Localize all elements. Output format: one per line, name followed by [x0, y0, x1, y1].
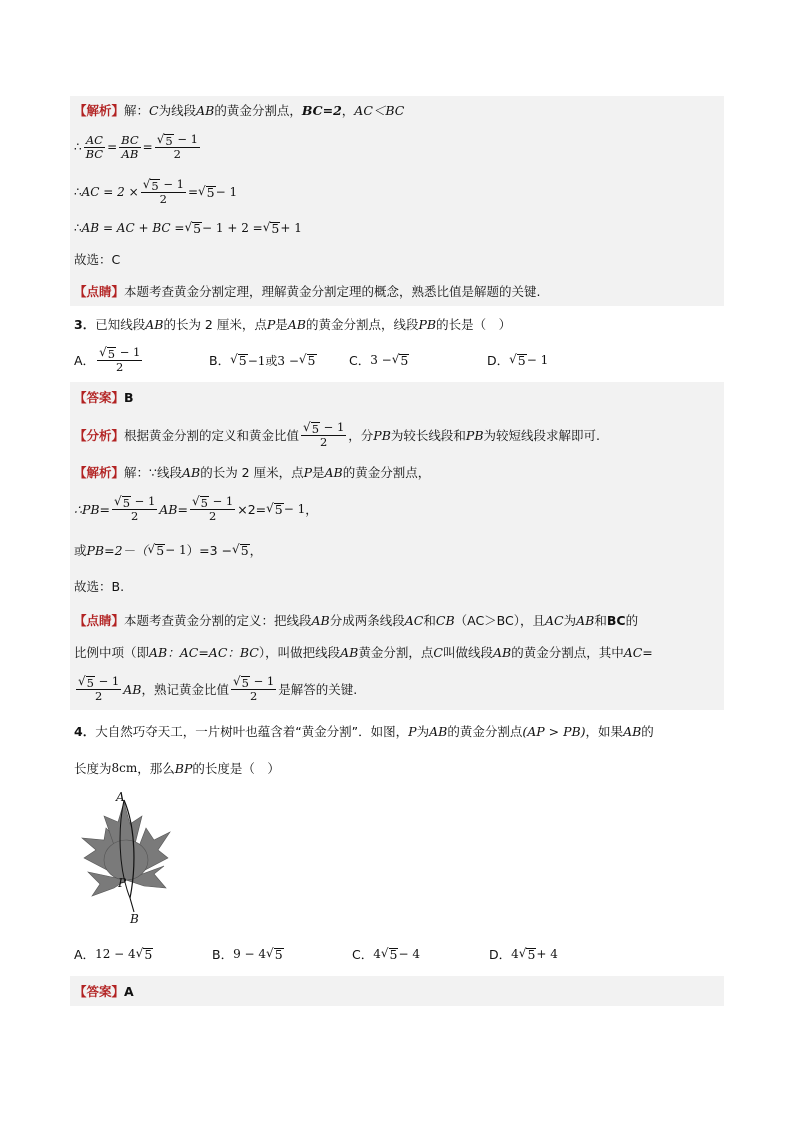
fraction-ac-bc: $\frac{AC}{BC}$ [85, 132, 104, 161]
analysis-tag: 【解析】 [74, 103, 125, 118]
option-a[interactable]: A． √ 5 − 1 2 [74, 345, 141, 374]
q3-point-line-1: 【点睛】 本题考查黄金分割的定义：把线段 AB 分成两条线段 AC 和 CB （AC＞BC），且 AC 为 AB 和 BC 的 [70, 604, 724, 636]
option-c[interactable]: C． 4 √ 5 − 4 [352, 946, 420, 962]
question-3-options [70, 340, 724, 380]
q3-solution-line-1: 【解析】 解：∵线段 AB 的长为 2 厘米，点 P 是 AB 的黄金分割点， [70, 458, 724, 486]
point-tag: 【点睛】 [74, 284, 125, 299]
q3-answer-line: 【答案】 B [70, 382, 724, 412]
option-d[interactable]: D． 4 √ 5 + 4 [489, 946, 558, 962]
q3-point-line-2: 比例中项（即 AB：AC=AC：BC ），叫做把线段 AB 黄金分割，点 C 叫做线段 AB 的黄金分割点，其中 AC= [70, 636, 724, 668]
option-b[interactable]: B． √ 5 −1或3 − √ 5 [209, 352, 316, 368]
q3-analysis-line: 【分析】 根据黄金分割的定义和黄金比值 √ 5 − 1 2 ，分 PB 为较长线段和 PB 为较短线段求解即可. [70, 412, 724, 458]
solution-ac-line: ∴ AC = 2 × √ 5 − 1 2 = √ 5 − 1 [70, 170, 724, 214]
fraction-bc-ab: $\frac{BC}{AB}$ [121, 132, 139, 161]
question-4-line-1: 4． 大自然巧夺天工，一片树叶也蕴含着“黄金分割”．如图， P 为 AB 的黄金分割点 (AP > PB) ，如果 AB 的 [74, 723, 654, 739]
figure-label-p: P [118, 876, 127, 890]
solution-ab-line: ∴ AB = AC + BC = √ 5 − 1 + 2 = √ 5 + 1 [70, 214, 724, 242]
golden-ratio-fraction: √ 5 − 1 2 [156, 132, 198, 161]
q3-point-line-3: √ 5 − 1 2 AB ，熟记黄金比值 √ 5 − 1 2 是解答的关键. [70, 668, 724, 710]
option-d[interactable]: D． √ 5 − 1 [487, 352, 549, 368]
figure-label-a: A [116, 790, 125, 804]
figure-label-b: B [130, 912, 139, 926]
solution-point-line: 【点睛】 本题考查黄金分割定理，理解黄金分割定理的概念，熟悉比值是解题的关键. [70, 276, 724, 306]
question-4-options [70, 940, 724, 968]
option-c[interactable]: C． 3 − √ 5 [349, 352, 409, 368]
q4-answer-line: 【答案】 A [70, 976, 724, 1006]
solution-ratio-line: ∴ $\frac{AC}{BC}$ = $\frac{BC}{AB}$ = √ 5 − 1 2 [70, 124, 724, 170]
solution-answer-line: 故选：C [70, 242, 724, 276]
solution-line-1: 【解析】 解： C 为线段 AB 的黄金分割点， BC=2 ， AC＜BC [70, 96, 724, 124]
option-b[interactable]: B． 9 − 4 √ 5 [212, 946, 283, 962]
q3-choose-line: 故选：B. [70, 568, 724, 604]
q3-solution-line-3: 或 PB=2－（ √ 5 − 1 ）=3 − √ 5 ， [70, 532, 724, 568]
question-3: 3． 已知线段 AB 的长为 2 厘米，点 P 是 AB 的黄金分割点，线段 PB 的长是（ ） [74, 316, 512, 332]
leaf-figure [74, 788, 174, 928]
q3-solution-line-2: ∴PB= √ 5 − 1 2 AB = √ 5 − 1 2 ×2= √ 5 − 1 ， [70, 486, 724, 532]
leaf-image [74, 788, 174, 928]
question-4-line-2: 长度为 8cm ，那么 BP 的长度是（ ） [74, 760, 280, 776]
option-a[interactable]: A． 12 − 4 √ 5 [74, 946, 153, 962]
